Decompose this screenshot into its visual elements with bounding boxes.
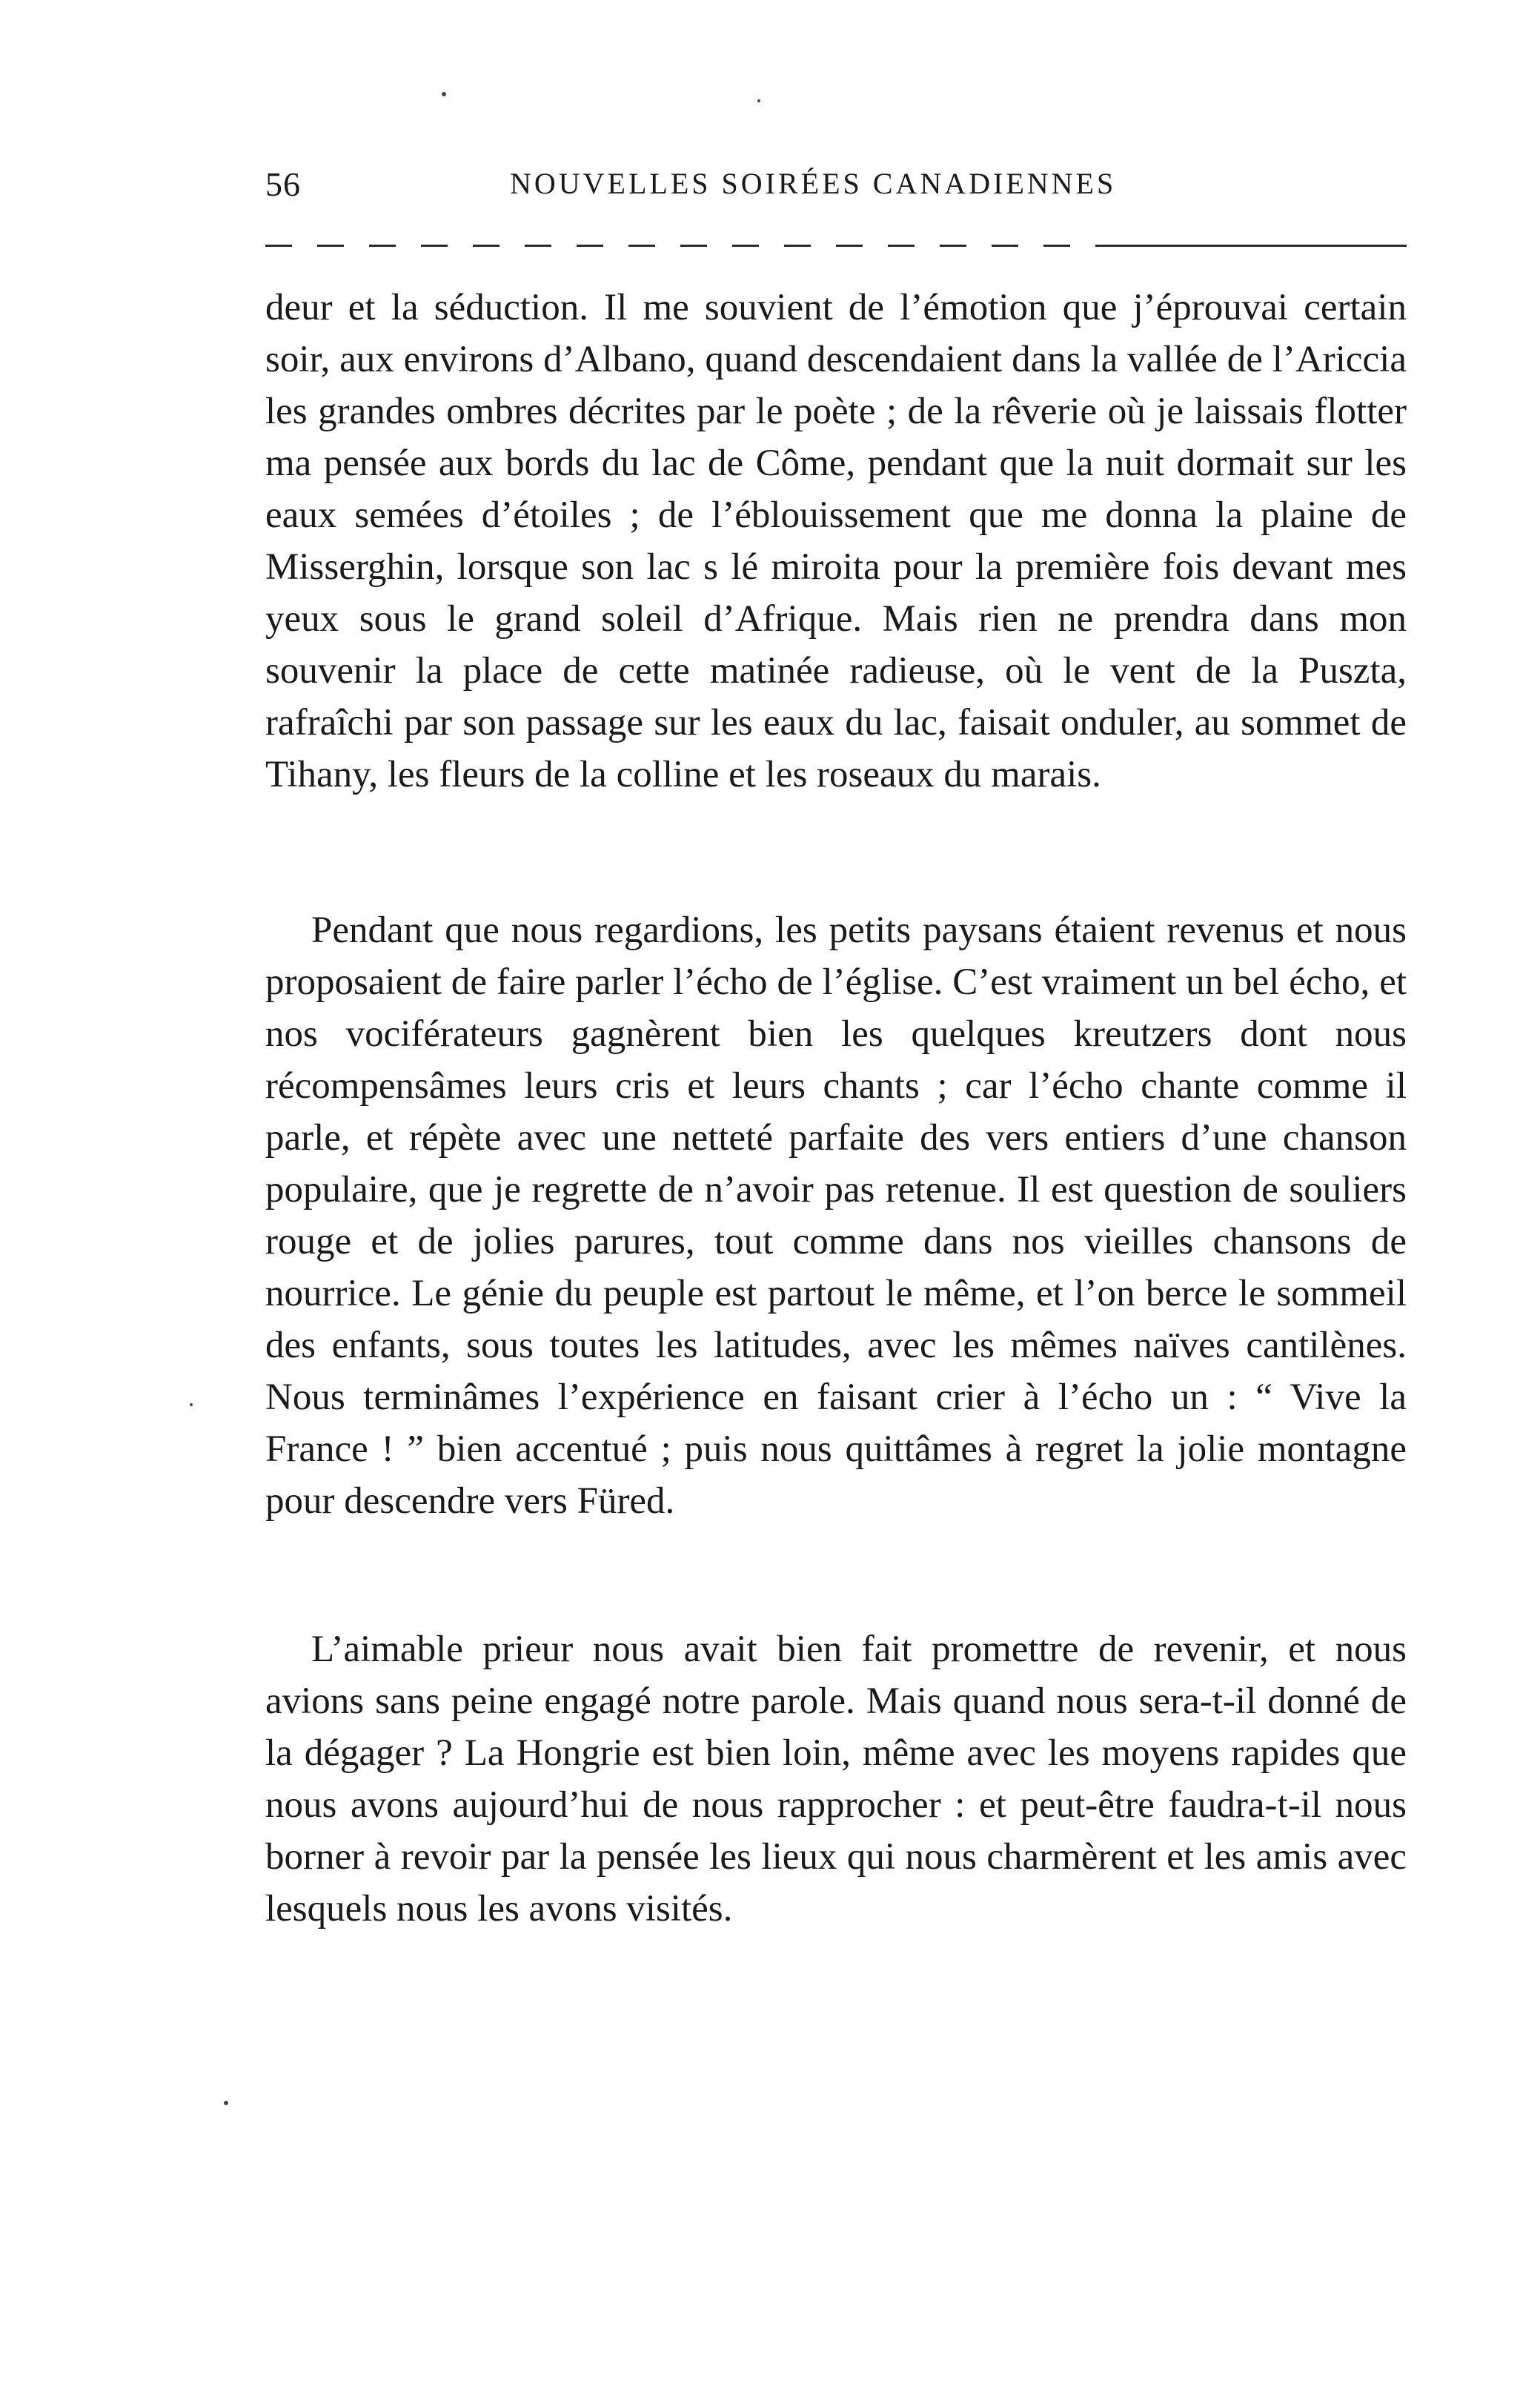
paragraph-prior: L’aimable prieur nous avait bien fait promettre de revenir, et nous avions sans peine engagé notre parole. Mais quand nous sera-t-il donné de la dégager ? La Hongrie est bien loin, même avec les moyens rapides que nous avons aujourd’hui de nous rapprocher : et peut-être faudra-t-il nous borner à revoir par la pensée les lieux qui nous charmèrent et les amis avec lesquels nous les avons visités. (265, 1629, 1407, 1930)
running-header (265, 165, 1407, 209)
header-rule-solid (1104, 245, 1407, 247)
paper-speck (224, 2101, 228, 2105)
paper-speck (442, 92, 446, 96)
body-text (265, 282, 1407, 1935)
paper-speck (190, 1403, 193, 1406)
paragraph-continued: deur et la séduction. Il me souvient de l’émotion que j’éprouvai certain soir, aux environs d’Albano, quand descendaient dans la vallée de l’Ariccia les grandes ombres décrites par le poète ; de la rêverie où je laissais flotter ma pensée aux bords du lac de Côme, pendant que la nuit dormait sur les eaux semées d’étoiles ; de l’éblouissement que me donna la plaine de Misserghin, lorsque son lac s lé miroita pour la première fois devant mes yeux sous le grand soleil d’Afrique. Mais rien ne prendra dans mon souvenir la place de cette matinée radieuse, où le vent de la Puszta, rafraîchi par son passage sur les eaux du lac, faisait onduler, au sommet de Tihany, les fleurs de la colline et les roseaux du marais. (265, 287, 1407, 795)
page-number: 56 (265, 165, 301, 203)
paper-speck (757, 99, 760, 102)
running-title: NOUVELLES SOIRÉES CANADIENNES (510, 167, 1117, 200)
paragraph-echo: Pendant que nous regardions, les petits paysans étaient revenus et nous proposaient de faire parler l’écho de l’église. C’est vraiment un bel écho, et nos vociférateurs gagnèrent bien les quelques kreutzers dont nous récompensâmes leurs cris et leurs chants ; car l’écho chante comme il parle, et répète avec une netteté parfaite des vers entiers d’une chanson populaire, que je regrette de n’avoir pas retenue. Il est question de souliers rouge et de jolies parures, tout comme dans nos vieilles chansons de nourrice. Le génie du peuple est partout le même, et l’on berce le sommeil des enfants, sous toutes les latitudes, avec les mêmes naïves cantilènes. Nous terminâmes l’expérience en faisant crier à l’écho un : “ Vive la France ! ” bien accentué ; puis nous quittâmes à regret la jolie montagne pour descendre vers Füred. (265, 910, 1407, 1522)
